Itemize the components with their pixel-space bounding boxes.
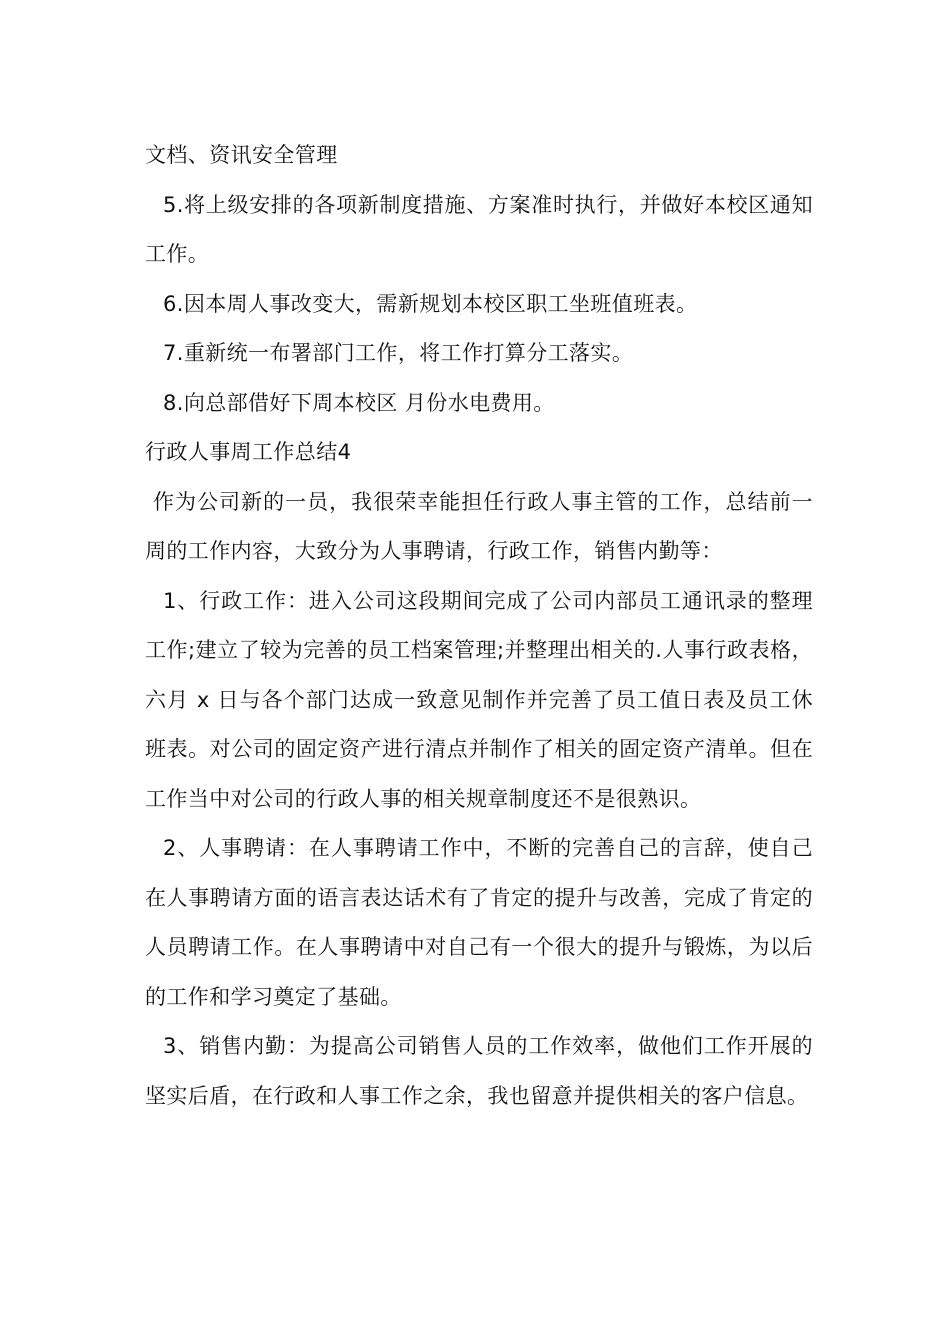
document-body bbox=[145, 131, 813, 1121]
paragraph-heading-safety: 文档、资讯安全管理 bbox=[145, 143, 338, 167]
paragraph-item-8: 8.向总部借好下周本校区 月份水电费用。 bbox=[163, 390, 555, 415]
paragraph-admin-work: 1、行政工作：进入公司这段期间完成了公司内部员工通讯录的整理工作;建立了较为完善的员工档案管理;并整理出相关的.人事行政表格，六月 x 日与各个部门达成一致意见制作并完善了员工值日表及员工休班表。对公司的固定资产进行清点并制作了相关的固定资产清单。但在工作当中对公司的行政人事的相关规章制度还不是很熟识。 bbox=[145, 588, 813, 811]
paragraph-sales-support: 3、销售内勤：为提高公司销售人员的工作效率，做他们工作开展的坚实后盾，在行政和人事工作之余，我也留意并提供相关的客户信息。 bbox=[145, 1034, 813, 1108]
paragraph-intro: 作为公司新的一员，我很荣幸能担任行政人事主管的工作，总结前一周的工作内容，大致分为人事聘请，行政工作，销售内勤等： bbox=[145, 489, 813, 563]
section-title: 行政人事周工作总结4 bbox=[145, 440, 352, 464]
paragraph-item-6: 6.因本周人事改变大，需新规划本校区职工坐班值班表。 bbox=[163, 291, 698, 316]
paragraph-item-7: 7.重新统一布署部门工作，将工作打算分工落实。 bbox=[163, 341, 634, 365]
paragraph-item-5: 5.将上级安排的各项新制度措施、方案准时执行，并做好本校区通知工作。 bbox=[145, 192, 813, 266]
paragraph-recruitment: 2、人事聘请：在人事聘请工作中，不断的完善自己的言辞，使自己在人事聘请方面的语言表达话术有了肯定的提升与改善，完成了肯定的人员聘请工作。在人事聘请中对自己有一个很大的提升与锻炼，为以后的工作和学习奠定了基础。 bbox=[145, 836, 813, 1009]
